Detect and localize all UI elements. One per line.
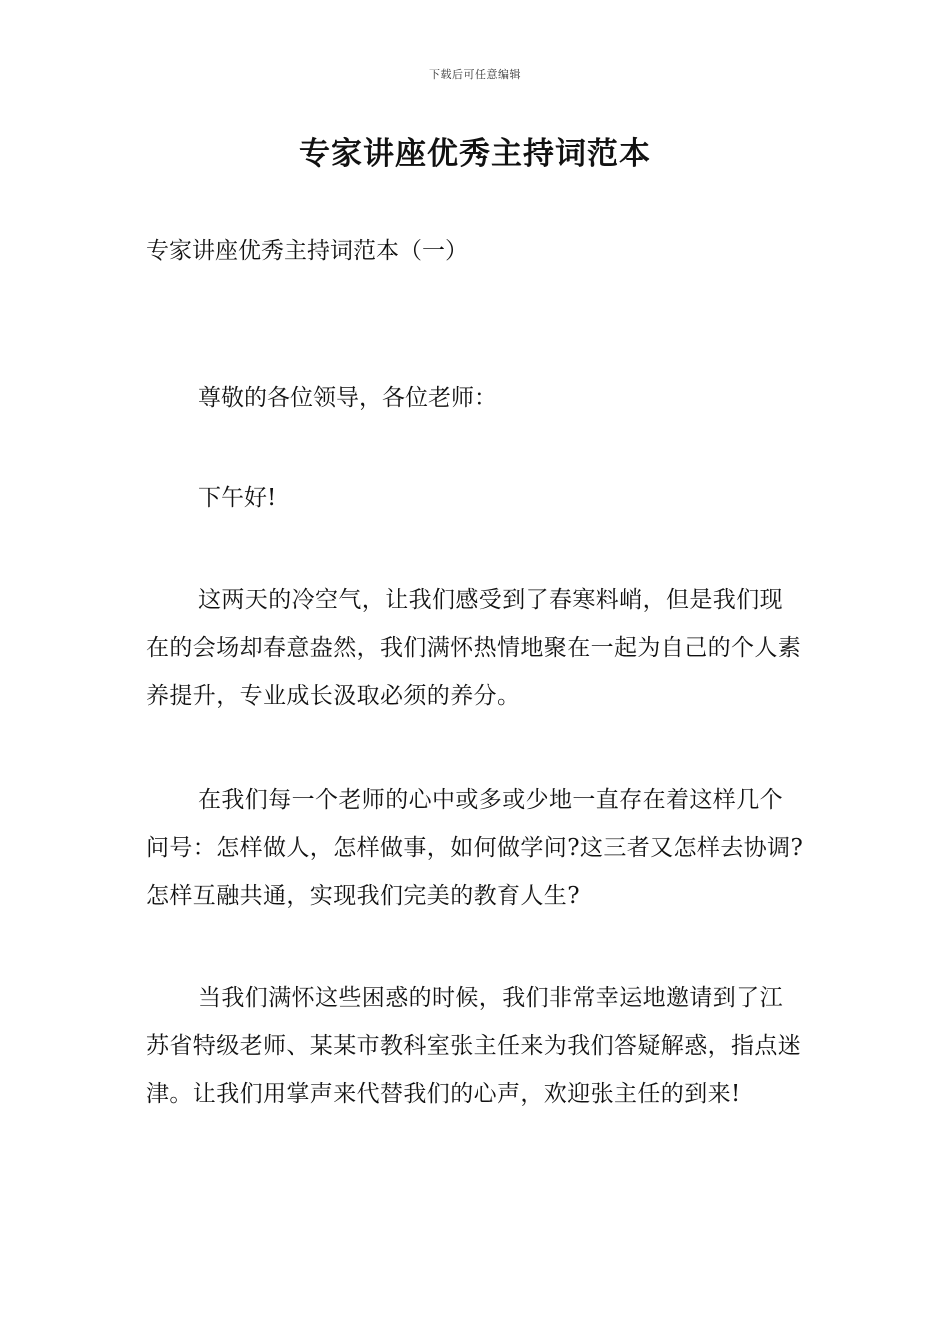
- paragraph-hello: 下午好!: [198, 485, 277, 511]
- paragraph-welcome: 当我们满怀这些困惑的时候，我们非常幸运地邀请到了江苏省特级老师、某某市教科室张主任来为我们答疑解惑，指点迷津。让我们用掌声来代替我们的心声，欢迎张主任的到来!: [146, 985, 802, 1107]
- section-heading: 专家讲座优秀主持词范本（一）: [146, 238, 468, 264]
- paragraph-questions: 在我们每一个老师的心中或多或少地一直存在着这样几个问号：怎样做人，怎样做事，如何做学问?这三者又怎样去协调?怎样互融共通，实现我们完美的教育人生?: [146, 787, 804, 909]
- header-note: 下载后可任意编辑: [429, 68, 521, 81]
- paragraph-weather: 这两天的冷空气，让我们感受到了春寒料峭，但是我们现在的会场却春意盎然，我们满怀热情地聚在一起为自己的个人素养提升，专业成长汲取必须的养分。: [146, 587, 802, 709]
- document-title: 专家讲座优秀主持词范本: [299, 136, 651, 172]
- paragraph-greeting: 尊敬的各位领导，各位老师：: [198, 385, 497, 411]
